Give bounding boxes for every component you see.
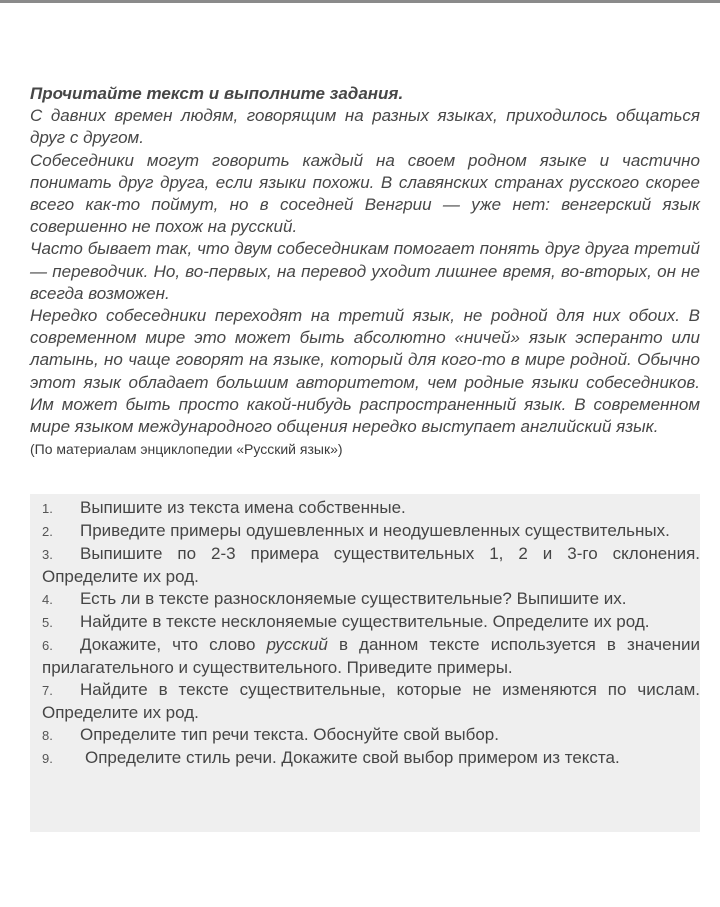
task-number: 1. — [42, 501, 53, 516]
text-paragraph-1: С давних времен людям, говорящим на разных языках, приходилось общаться друг с другом. — [30, 106, 700, 148]
task-number: 2. — [42, 524, 53, 539]
task-text: Выпишите по 2-3 примера существительных 1, 2 и 3-го склонения. Определите их род. — [42, 544, 700, 586]
task-list — [30, 494, 700, 832]
task-text: Найдите в тексте существительные, которые не изменяются по числам. Определите их род. — [42, 680, 700, 722]
task-text: Приведите примеры одушевленных и неодушевленных существительных. — [80, 521, 670, 540]
task-text: Выпишите из текста имена собственные. — [80, 498, 406, 517]
task-number: 7. — [42, 683, 53, 698]
task-number: 5. — [42, 615, 53, 630]
task-item — [42, 747, 700, 770]
instruction-heading: Прочитайте текст и выполните задания. — [30, 84, 404, 103]
reading-text — [30, 83, 700, 459]
task-item — [42, 634, 700, 679]
task-text: Определите стиль речи. Докажите свой выбор примером из текста. — [85, 748, 620, 767]
task-text-italic-word: русский — [266, 635, 328, 654]
task-number: 3. — [42, 547, 53, 562]
task-item — [42, 611, 700, 634]
task-item — [42, 520, 700, 543]
task-item — [42, 724, 700, 747]
source-note: (По материалам энциклопедии «Русский язык») — [30, 441, 343, 458]
top-border-line — [0, 0, 720, 3]
task-item — [42, 543, 700, 588]
task-item — [42, 588, 700, 611]
task-text-start: Докажите, что слово — [80, 635, 267, 654]
task-number: 6. — [42, 638, 53, 653]
text-paragraph-4: Нередко собеседники переходят на третий язык, не родной для них обоих. В современном мире это может быть абсолютно «ничей» язык эсперанто или латынь, но чаще говорят на языке, который для кого-то в мире родной. Обычно этот язык обладает большим авторитетом, чем родные языки собеседников. Им может быть просто какой-нибудь распространенный язык. В современном мире языком международного общения нередко выступает английский язык. — [30, 306, 700, 437]
text-paragraph-2: Собеседники могут говорить каждый на своем родном языке и частично понимать друг друга, если языки похожи. В славянских странах русского скорее всего как-то поймут, но в соседней Венгрии — уже нет: венгерский язык совершенно не похож на русский. — [30, 150, 700, 237]
task-text-end: в данном тексте используется в значении прилагательного и существительного. Приведите примеры. — [42, 635, 700, 677]
task-item — [42, 497, 700, 520]
task-text: Есть ли в тексте разносклоняемые существительные? Выпишите их. — [80, 589, 627, 608]
text-paragraph-3: Часто бывает так, что двум собеседникам помогает понять друг друга третий — переводчик. Но, во-первых, на перевод уходит лишнее время, во-вторых, он не всегда возможен. — [30, 239, 700, 303]
task-number: 9. — [42, 751, 53, 766]
task-text: Определите тип речи текста. Обоснуйте свой выбор. — [80, 725, 499, 744]
task-number: 4. — [42, 592, 53, 607]
task-text: Найдите в тексте несклоняемые существительные. Определите их род. — [80, 612, 650, 631]
task-item — [42, 679, 700, 724]
task-number: 8. — [42, 728, 53, 743]
